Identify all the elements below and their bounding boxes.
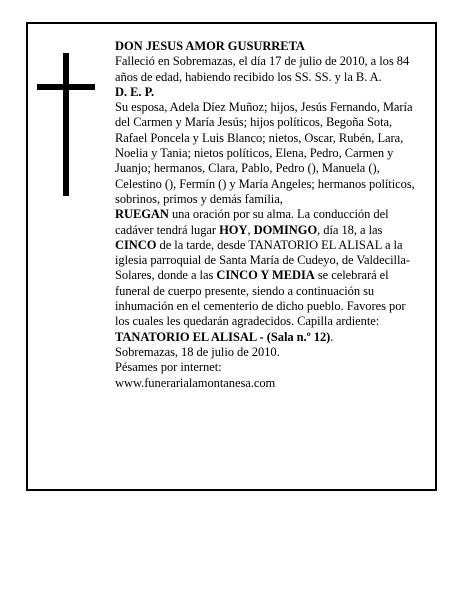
cross-vertical-bar: [63, 53, 69, 196]
family-list: Su esposa, Adela Díez Muñoz; hijos, Jesús Fernando, María del Carmen y María Jesús; hijos políticos, Begoña Sota, Rafael Poncela y Luis Blanco; nietos, Oscar, Rubén, Lara, Noelia y Tania; nietos políticos, Elena, Pedro, Carmen y Juanjo; hermanos, Clara, Pablo, Pedro (), Manuela (), Celestino (), Fermín () y María Angeles; hermanos políticos, sobrinos, primos y demás familia,: [115, 100, 415, 206]
website-link[interactable]: www.funerarialamontanesa.com: [115, 375, 276, 390]
funeral-details: RUEGAN una oración por su alma. La conducción del cadáver tendrá lugar HOY, DOMINGO, día 18, a las CINCO de la tarde, desde TANATORIO EL ALISAL a la iglesia parroquial de Santa María de Cudeyo, de Valdecilla-Solares, donde a las CINCO Y MEDIA se celebrará el funeral de cuerpo presente, siendo a continuación su inhumación en el cementerio de dicho pueblo. Favores por los cuales les quedarán agradecidos. Capilla ardiente: TANATORIO EL ALISAL - (Sala n.º 12).: [115, 207, 410, 344]
cinco-label: CINCO: [115, 237, 157, 252]
place-date: Sobremazas, 18 de julio de 2010.: [115, 344, 280, 359]
cross-icon: [37, 53, 95, 196]
cinco-media-label: CINCO Y MEDIA: [216, 268, 315, 283]
deceased-name: DON JESUS AMOR GUSURRETA: [115, 39, 305, 53]
domingo-label: DOMINGO: [253, 222, 318, 237]
obituary-text: [115, 39, 419, 391]
cross-horizontal-bar: [37, 84, 95, 90]
ruegan-label: RUEGAN: [115, 207, 169, 222]
hoy-label: HOY: [219, 222, 248, 237]
death-info: Falleció en Sobremazas, el día 17 de julio de 2010, a los 84 años de edad, habiendo recibido los SS. SS. y la B. A.: [115, 54, 410, 84]
condolences-label: Pésames por internet:: [115, 360, 222, 375]
dep-label: D. E. P.: [115, 84, 155, 99]
chapel-label: TANATORIO EL ALISAL - (Sala n.º 12): [115, 329, 331, 344]
